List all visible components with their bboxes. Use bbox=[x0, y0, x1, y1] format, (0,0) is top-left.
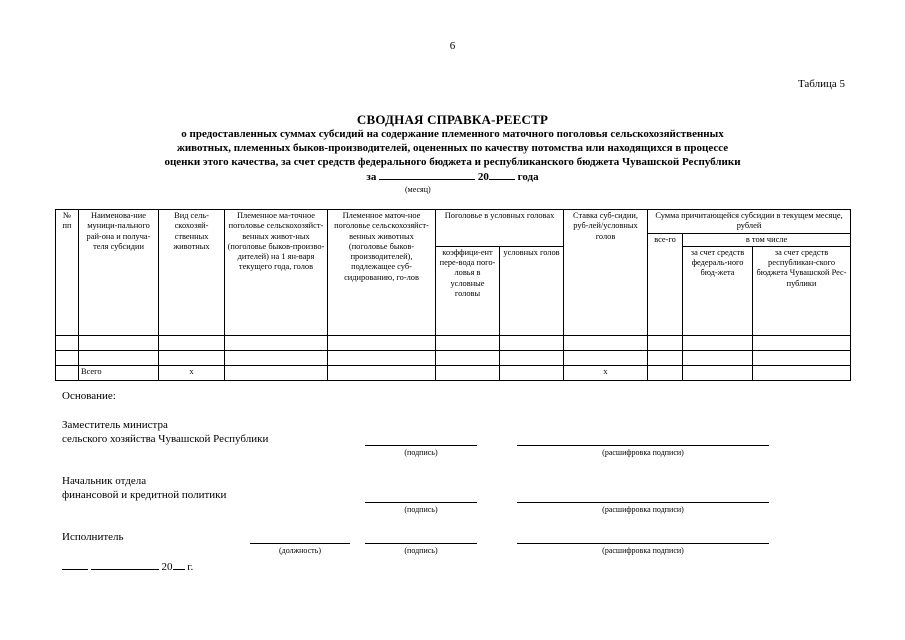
period-suffix: года bbox=[517, 171, 539, 183]
executor-position-line bbox=[250, 543, 350, 544]
signatory-1-decode-caption: (расшифровка подписи) bbox=[602, 448, 684, 457]
header-subsidy-sum: Сумма причитающейся субсидии в текущем месяце, рублей bbox=[648, 210, 851, 234]
total-mark-animal: х bbox=[159, 365, 225, 380]
executor-position-caption: (должность) bbox=[279, 546, 321, 555]
period-prefix: за bbox=[366, 171, 377, 183]
year-blank-date bbox=[173, 560, 185, 570]
signatory-1-decode-line bbox=[517, 445, 769, 446]
header-conditional-heads: Поголовье в условных головах bbox=[436, 210, 564, 247]
header-total: все-го bbox=[648, 233, 683, 335]
signatory-1-sign-line bbox=[365, 445, 477, 446]
total-label: Всего bbox=[79, 365, 159, 380]
total-mark-rate: х bbox=[564, 365, 648, 380]
executor-decode-caption: (расшифровка подписи) bbox=[602, 546, 684, 555]
signatory-2-role-line-2: финансовой и кредитной политики bbox=[62, 489, 227, 501]
subtitle-line-3: оценки этого качества, за счет средств федерального бюджета и республиканского бюджета Чувашской Республики bbox=[164, 156, 741, 168]
subtitle-line-1: о предоставленных суммах субсидий на содержание племенного маточного поголовья сельскохозяйственных bbox=[181, 128, 724, 140]
header-breeding-stock: Племенное ма-точное поголовье сельскохозяйст-венных живот-ных (поголовье быков-произво-дителей) на 1 ян-варя текущего года, голов bbox=[225, 210, 328, 336]
header-subsidized-stock: Племенное маточ-ное поголовье сельскохозяйст-венных животных (поголовье быков-производителей), подлежащее суб-сидированию, го-лов bbox=[328, 210, 436, 336]
date-line bbox=[62, 560, 193, 573]
executor-sign-caption: (подпись) bbox=[404, 546, 438, 555]
basis-label: Основание: bbox=[62, 390, 116, 402]
table-row bbox=[56, 350, 851, 365]
month-blank bbox=[379, 170, 475, 180]
executor-sign-line bbox=[365, 543, 477, 544]
month-caption: (месяц) bbox=[405, 185, 431, 194]
period-line bbox=[0, 170, 905, 183]
registry-table bbox=[55, 209, 851, 381]
table-row bbox=[56, 335, 851, 350]
document-title: СВОДНАЯ СПРАВКА-РЕЕСТР bbox=[356, 112, 549, 127]
subtitle-line-2: животных, племенных быков-производителей, оцененных по качеству потомства или находящихся в процессе bbox=[176, 142, 729, 154]
signatory-2-sign-caption: (подпись) bbox=[404, 505, 438, 514]
signatory-1-sign-caption: (подпись) bbox=[404, 448, 438, 457]
signatory-2-decode-line bbox=[517, 502, 769, 503]
header-rate: Ставка суб-сидии, руб-лей/условных голов bbox=[564, 210, 648, 336]
header-republican: за счет средств республикан-ского бюджета Чувашской Рес-публики bbox=[753, 246, 851, 335]
signatory-1-role-line-2: сельского хозяйства Чувашской Республики bbox=[62, 433, 269, 445]
header-municipality: Наименова-ние муници-пального рай-она и получа-теля субсидии bbox=[79, 210, 159, 336]
header-including: в том числе bbox=[683, 233, 851, 246]
header-num: № пп bbox=[56, 210, 79, 336]
header-conditional-heads-sub: условных голов bbox=[500, 246, 564, 335]
page-number: 6 bbox=[449, 40, 456, 52]
month-blank-date bbox=[91, 560, 159, 570]
header-federal: за счет средств федераль-ного бюд-жета bbox=[683, 246, 753, 335]
header-animal-type: Вид сель-скохозяй-ственных животных bbox=[159, 210, 225, 336]
signatory-2-decode-caption: (расшифровка подписи) bbox=[602, 505, 684, 514]
signatory-2-role-line-1: Начальник отдела bbox=[62, 475, 147, 487]
total-row bbox=[56, 365, 851, 380]
date-suffix: г. bbox=[187, 561, 194, 573]
year-blank bbox=[489, 170, 515, 180]
day-blank bbox=[62, 560, 88, 570]
period-year: 20 bbox=[477, 171, 489, 183]
executor-label: Исполнитель bbox=[62, 531, 124, 543]
table-label: Таблица 5 bbox=[797, 78, 845, 90]
signatory-1-role-line-1: Заместитель министра bbox=[62, 419, 168, 431]
signatory-2-sign-line bbox=[365, 502, 477, 503]
date-year: 20 bbox=[161, 561, 173, 573]
header-conversion-coef: коэффици-ент пере-вода пого-ловья в условные головы bbox=[436, 246, 500, 335]
executor-decode-line bbox=[517, 543, 769, 544]
